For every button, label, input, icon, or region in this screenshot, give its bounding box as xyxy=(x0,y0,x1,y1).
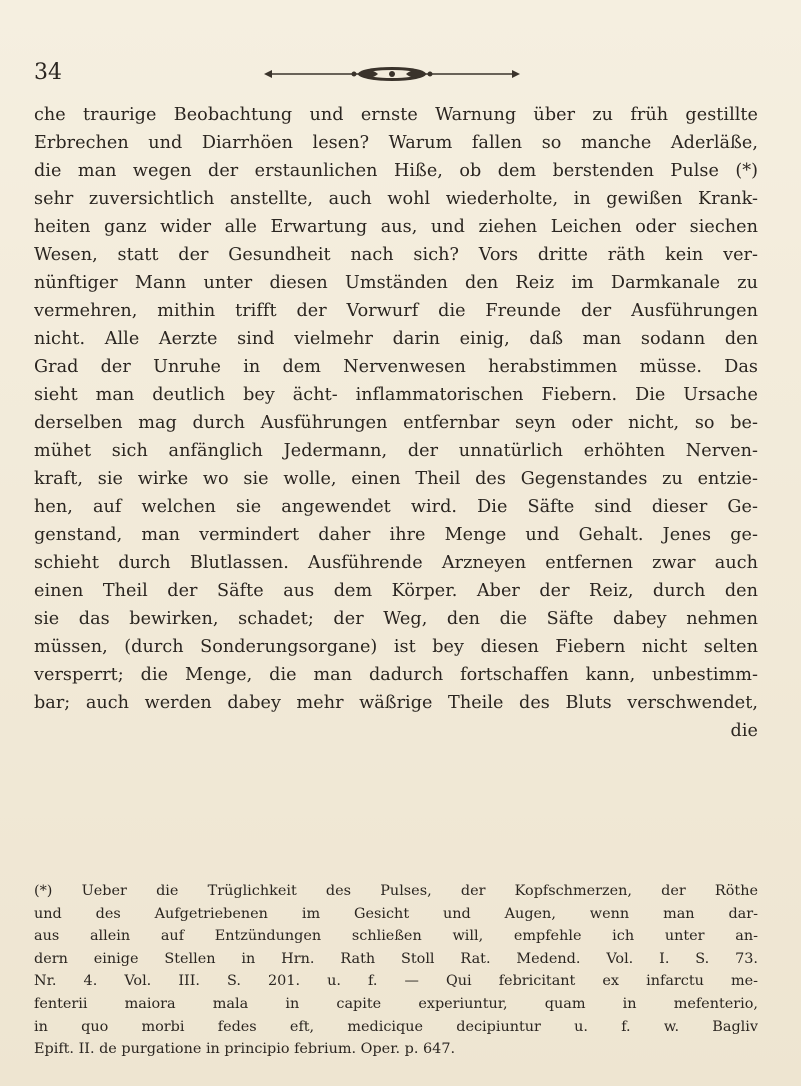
footnote-line: aus allein auf Entzündungen schließen will, empfehle ich unter an- xyxy=(34,928,758,945)
text-line: einen Theil der Säfte aus dem Körper. Aber der Reiz, durch den xyxy=(34,581,758,601)
text-line: die man wegen der erstaunlichen Hiße, ob dem berstenden Pulse (*) xyxy=(34,161,758,181)
footnote-line: fenterii maiora mala in capite experiuntur, quam in mefenterio, xyxy=(34,995,758,1012)
ornament-rule-icon xyxy=(262,64,522,84)
main-text xyxy=(34,101,758,745)
text-line: vermehren, mithin trifft der Vorwurf die Freunde der Ausführungen xyxy=(34,301,758,321)
text-line: Wesen, statt der Gesundheit nach sich? Vors dritte räth kein ver- xyxy=(34,245,758,265)
page-header xyxy=(30,58,770,90)
text-line: hen, auf welchen sie angewendet wird. Die Säfte sind dieser Ge- xyxy=(34,497,758,517)
text-line: genstand, man vermindert daher ihre Menge und Gehalt. Jenes ge- xyxy=(34,525,758,545)
text-line: che traurige Beobachtung und ernste Warnung über zu früh gestillte xyxy=(34,105,758,125)
text-line: kraft, sie wirke wo sie wolle, einen Theil des Gegenstandes zu entzie- xyxy=(34,469,758,489)
text-line: müssen, (durch Sonderungsorgane) ist bey diesen Fiebern nicht selten xyxy=(34,637,758,657)
text-line: bar; auch werden dabey mehr wäßrige Theile des Bluts verschwendet, xyxy=(34,693,758,713)
text-line: sieht man deutlich bey ächt- inflammatorischen Fiebern. Die Ursache xyxy=(34,385,758,405)
text-line: nünftiger Mann unter diesen Umständen den Reiz im Darmkanale zu xyxy=(34,273,758,293)
text-line: mühet sich anfänglich Jedermann, der unnatürlich erhöhten Nerven- xyxy=(34,441,758,461)
footnote-line: in quo morbi fedes eft, medicique decipiuntur u. f. w. Bagliv xyxy=(34,1018,758,1035)
footnote-line: Nr. 4. Vol. III. S. 201. u. f. — Qui febricitant ex infarctu me- xyxy=(34,973,758,990)
page-number: 34 xyxy=(34,60,62,85)
text-line: schieht durch Blutlassen. Ausführende Arzneyen entfernen zwar auch xyxy=(34,553,758,573)
text-line: Grad der Unruhe in dem Nervenwesen herabstimmen müsse. Das xyxy=(34,357,758,377)
footnote-line: dern einige Stellen in Hrn. Rath Stoll Rat. Medend. Vol. I. S. 73. xyxy=(34,950,758,967)
footnote-line: (*) Ueber die Trüglichkeit des Pulses, der Kopfschmerzen, der Röthe xyxy=(34,883,758,899)
text-line: versperrt; die Menge, die man dadurch fortschaffen kann, unbestimm- xyxy=(34,665,758,685)
footnote xyxy=(34,880,758,1061)
text-line: derselben mag durch Ausführungen entfernbar seyn oder nicht, so be- xyxy=(34,413,758,433)
text-line: sehr zuversichtlich anstellte, auch wohl wiederholte, in gewißen Krank- xyxy=(34,189,758,209)
text-line: heiten ganz wider alle Erwartung aus, und ziehen Leichen oder siechen xyxy=(34,217,758,237)
text-line: Erbrechen und Diarrhöen lesen? Warum fallen so manche Aderläße, xyxy=(34,133,758,153)
footnote-line: Epift. II. de purgatione in principio febrium. Oper. p. 647. xyxy=(34,1041,456,1058)
footnote-line: und des Aufgetriebenen im Gesicht und Augen, wenn man dar- xyxy=(34,905,758,922)
text-line: sie das bewirken, schadet; der Weg, den die Säfte dabey nehmen xyxy=(34,609,758,629)
catchword: die xyxy=(730,721,758,741)
text-line: nicht. Alle Aerzte sind vielmehr darin einig, daß man sodann den xyxy=(34,329,758,349)
